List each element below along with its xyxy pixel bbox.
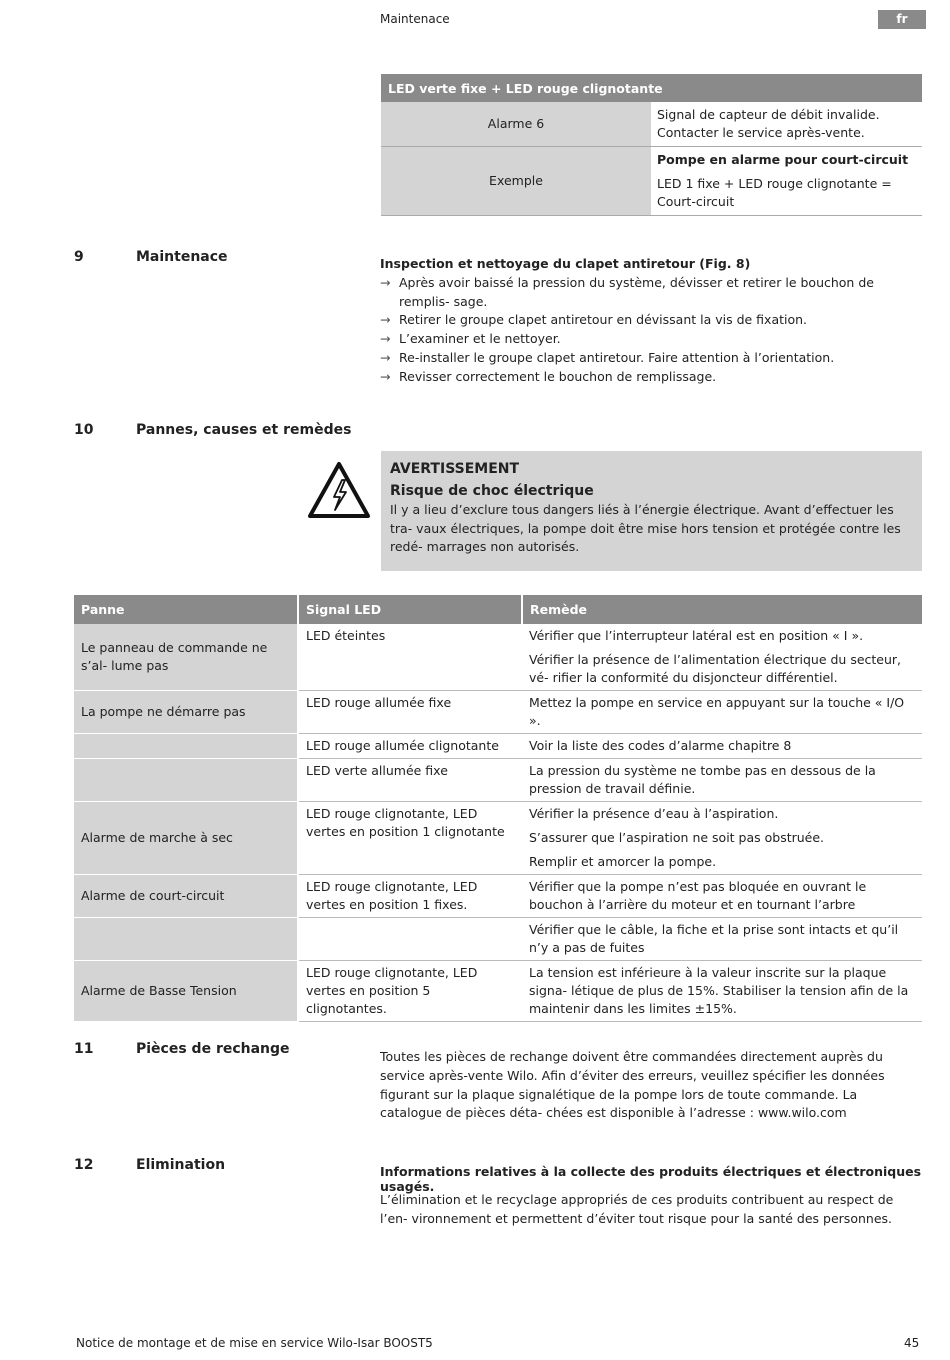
arrow-icon: → [380, 274, 391, 290]
spare-parts-text: Toutes les pièces de rechange doivent être commandées directement auprès du service après-vente Wilo. Afin d’éviter des erreurs, veuillez spécifier les données figurant sur la plaque signalétique de la pompe lors de toute commande. La catalogue de pièces déta- chées est disponible à l’adresse : www.wilo.com [380, 1049, 885, 1121]
section-number: 10 [74, 422, 94, 438]
warning-title: AVERTISSEMENT [390, 461, 520, 477]
language-badge: fr [878, 10, 926, 29]
arrow-icon: → [380, 349, 391, 365]
section-number: 11 [74, 1041, 94, 1057]
table-row: LED verte allumée fixe La pression du système ne tombe pas en dessous de la pression de travail définie. [74, 759, 922, 802]
arrow-icon: → [380, 331, 391, 347]
table-row: Alarme de Basse Tension LED rouge clignotante, LED vertes en position 5 clignotantes. La tension est inférieure à la valeur inscrite sur la plaque signa- létique de plus de 15%. Stabiliser la tension afin de la maintenir dans les limites ±15%. [74, 961, 922, 1022]
warning-box [381, 451, 922, 571]
table-row: Vérifier que le câble, la fiche et la prise sont intacts et qu’il n’y a pas de fuites [74, 918, 922, 961]
warning-subtitle: Risque de choc électrique [390, 483, 594, 499]
inspection-heading: Inspection et nettoyage du clapet antiretour (Fig. 8) [380, 256, 751, 271]
section-title: Pannes, causes et remèdes [136, 422, 352, 438]
list-item: → Revisser correctement le bouchon de remplissage. [380, 368, 920, 387]
inspection-steps [380, 274, 920, 387]
warning-text: Il y a lieu d’exclure tous dangers liés à l’énergie électrique. Avant d’effectuer les tra- vaux électriques, la pompe doit être mise hors tension et protégée contre les redé- marrages non autorisés. [390, 502, 901, 555]
elimination-text: L’élimination et le recyclage appropriés de ces produits contribuent au respect de l’en- vironnement et permettent d’éviter tout risque pour la santé des personnes. [380, 1192, 894, 1226]
elimination-heading: Informations relatives à la collecte des produits électriques et électroniques usagés. [380, 1164, 922, 1194]
section-title: Maintenace [136, 249, 228, 265]
list-item: → Re-installer le groupe clapet antiretour. Faire attention à l’orientation. [380, 349, 920, 368]
section-title: Pièces de rechange [136, 1041, 290, 1057]
list-item: → Après avoir baissé la pression du système, dévisser et retirer le bouchon de remplis- sage. [380, 274, 874, 309]
alarm-table-heading: LED verte fixe + LED rouge clignotante [381, 74, 922, 102]
section-number: 12 [74, 1157, 94, 1173]
alarm-table-label: Alarme 6 [381, 102, 651, 147]
column-header: Signal LED [298, 595, 522, 624]
column-header: Remède [522, 595, 922, 624]
running-header: Maintenace [380, 12, 450, 26]
electric-hazard-icon [306, 460, 372, 520]
list-item: → Retirer le groupe clapet antiretour en dévissant la vis de fixation. [380, 311, 920, 330]
page-number: 45 [904, 1336, 920, 1350]
column-header: Panne [74, 595, 298, 624]
alarm-table-value: Pompe en alarme pour court-circuit LED 1 fixe + LED rouge clignotante = Court-circuit [651, 147, 922, 216]
alarm-table-label: Exemple [381, 147, 651, 216]
alarm-table [381, 74, 922, 216]
table-row: Le panneau de commande ne s’al- lume pas LED éteintes Vérifier que l’interrupteur latéral est en position « I ». Vérifier la présence de l’alimentation électrique du secteur, vé- rifier la conformité du disjoncteur différentiel. [74, 624, 922, 691]
section-title: Elimination [136, 1157, 226, 1173]
arrow-icon: → [380, 312, 391, 328]
list-item: → L’examiner et le nettoyer. [380, 330, 920, 349]
section-number: 9 [74, 249, 84, 265]
fault-table [74, 595, 922, 1022]
inspection-block [380, 255, 920, 387]
footer-title: Notice de montage et de mise en service Wilo-Isar BOOST5 [76, 1336, 433, 1350]
table-row: Alarme de marche à sec LED rouge clignotante, LED vertes en position 1 clignotante Vérifier la présence d’eau à l’aspiration. S’assurer que l’aspiration ne soit pas obstruée. Remplir et amorcer la pompe. [74, 802, 922, 875]
table-row: La pompe ne démarre pas LED rouge allumée fixe Mettez la pompe en service en appuyant sur la touche « I/O ». [74, 691, 922, 734]
table-row: Alarme de court-circuit LED rouge clignotante, LED vertes en position 1 fixes. Vérifier que la pompe n’est pas bloquée en ouvrant le bouchon à l’arrière du moteur et en tournant l’arbre [74, 875, 922, 918]
arrow-icon: → [380, 368, 391, 384]
alarm-table-value: Signal de capteur de débit invalide. Contacter le service après-vente. [651, 102, 922, 147]
table-row: LED rouge allumée clignotante Voir la liste des codes d’alarme chapitre 8 [74, 734, 922, 759]
